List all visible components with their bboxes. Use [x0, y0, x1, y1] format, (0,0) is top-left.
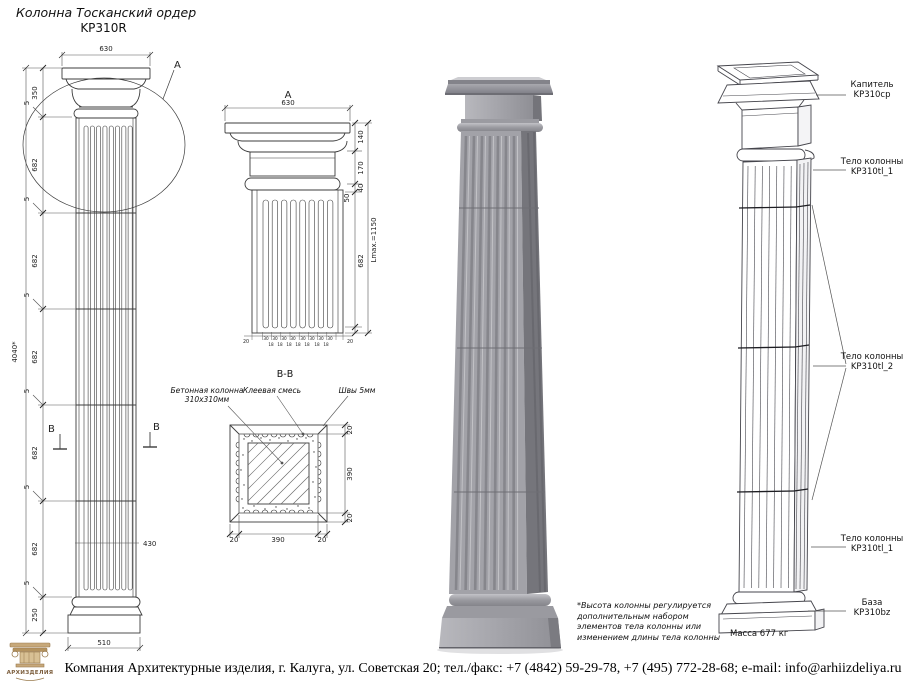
dim-edge-20: 20	[346, 340, 354, 345]
concrete-column-size: 310х310мм	[184, 395, 230, 404]
dim-flute-30: 30	[309, 336, 315, 341]
dim-630-detail: 630	[281, 99, 295, 107]
dim-350: 350	[31, 86, 39, 100]
dim-flute-30: 30	[272, 336, 278, 341]
detail-a-title: A	[284, 90, 292, 101]
detail-a-dimensions	[222, 105, 372, 340]
dim-seam-5: 5	[23, 100, 31, 106]
dim-682: 682	[31, 350, 39, 364]
dim-seam-5: 5	[23, 484, 31, 490]
callout-body-1	[835, 157, 909, 177]
callout-body-3	[835, 534, 909, 554]
glue-label: Клеевая смесь	[242, 386, 302, 395]
dim-682: 682	[31, 254, 39, 268]
callout-capital-name: Капитель	[850, 80, 894, 90]
dim-gap-18: 18	[314, 342, 320, 347]
callout-capital-code: KP310cp	[853, 90, 891, 100]
dim-seam-5: 5	[23, 292, 31, 298]
note-line-2: дополнительным набором	[577, 611, 689, 621]
seam-label: Швы 5мм	[338, 386, 376, 395]
dim-390: 390	[271, 536, 285, 544]
section-bb-title: В-В	[276, 369, 294, 380]
detail-a-view	[225, 123, 350, 333]
product-code: KP310R	[80, 21, 127, 35]
section-b-marker: B	[48, 424, 55, 435]
dim-gap-18: 18	[304, 342, 310, 347]
isometric-column	[718, 62, 824, 633]
note-line-4: изменением длины тела колонны	[577, 632, 721, 642]
callout-body2-name: Тело колонны	[840, 352, 904, 362]
dim-flute-30: 30	[300, 336, 306, 341]
dim-682: 682	[31, 542, 39, 556]
concrete-column-label: Бетонная колонна	[170, 386, 244, 395]
callout-base	[835, 598, 909, 618]
callout-body1-code: KP310tl_1	[850, 167, 894, 177]
dim-20: 20	[346, 425, 354, 435]
dim-430: 430	[143, 540, 157, 548]
dim-20: 20	[317, 536, 327, 544]
dim-edge-20: 20	[242, 340, 250, 345]
dim-50: 50	[343, 193, 351, 203]
callout-body1-name: Тело колонны	[840, 157, 904, 167]
elevation-dimension-texts	[11, 45, 181, 647]
dim-40: 40	[357, 183, 365, 193]
dim-seam-5: 5	[23, 196, 31, 202]
height-note	[577, 601, 737, 643]
note-line-3: элементов тела колонны или	[577, 622, 702, 631]
dim-flute-30: 30	[263, 336, 269, 341]
dim-seam-5: 5	[23, 580, 31, 586]
mass-label: Масса 677 кг	[730, 629, 789, 639]
callout-body3-name: Тело колонны	[840, 534, 904, 544]
elevation-dimensions	[22, 52, 153, 651]
dim-20: 20	[229, 536, 239, 544]
callout-capital	[835, 80, 909, 100]
company-logo	[2, 640, 58, 686]
dim-lmax: Lmax.=1150	[370, 217, 378, 263]
logo-text: АРХИЗДЕЛИЯ	[6, 670, 54, 676]
dim-total-height: 4040*	[11, 341, 19, 363]
elevation-view	[23, 68, 185, 633]
dim-682: 682	[31, 446, 39, 460]
detail-a-ref: A	[174, 60, 181, 71]
dim-gap-18: 18	[286, 342, 292, 347]
sheet-title: Колонна Тосканский ордер	[16, 5, 197, 20]
title-block	[16, 5, 197, 35]
dim-682: 682	[31, 158, 39, 172]
dim-630-top: 630	[99, 45, 113, 53]
callout-base-name: База	[861, 598, 883, 608]
dim-flute-30: 30	[290, 336, 296, 341]
dim-682-detail: 682	[357, 254, 365, 268]
dim-140: 140	[357, 130, 365, 144]
dim-170: 170	[357, 161, 365, 175]
section-bb-view	[228, 396, 348, 522]
callout-body2-code: KP310tl_2	[850, 362, 894, 372]
dim-seam-5: 5	[23, 388, 31, 394]
dim-gap-18: 18	[323, 342, 329, 347]
dim-gap-18: 18	[268, 342, 274, 347]
dim-390: 390	[346, 467, 354, 481]
dim-gap-18: 18	[295, 342, 301, 347]
dim-250: 250	[31, 608, 39, 622]
dim-flute-30: 30	[281, 336, 287, 341]
logo-capital-icon	[2, 640, 58, 686]
callout-base-code: KP310bz	[853, 608, 891, 618]
dim-flute-30: 30	[327, 336, 333, 341]
render-column	[437, 77, 563, 654]
callout-body3-code: KP310tl_1	[850, 544, 894, 554]
section-bb-dimensions	[227, 422, 350, 538]
dim-gap-18: 18	[277, 342, 283, 347]
dim-510: 510	[97, 639, 111, 647]
company-contact-line: Компания Архитектурные изделия, г. Калуга, ул. Советская 20; тел./факс: +7 (4842) 59-29-78, +7 (495) 772-28-68; e-mail: info@arhiizdeliya.ru	[64, 661, 902, 676]
dim-flute-30: 30	[318, 336, 324, 341]
section-b-marker: B	[153, 422, 160, 433]
note-line-1: *Высота колонны регулируется	[577, 601, 712, 610]
dim-20: 20	[346, 513, 354, 523]
callout-body-2	[835, 352, 909, 372]
